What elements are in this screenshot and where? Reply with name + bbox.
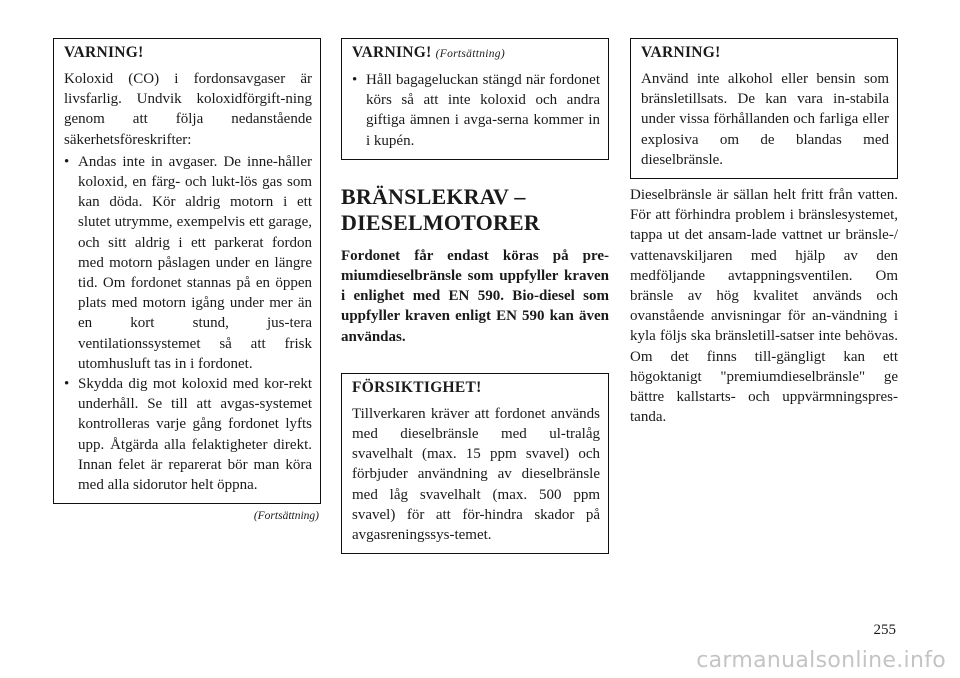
warning-box-co	[53, 38, 321, 504]
warning-title-continued: VARNING! (Fortsättning)	[352, 44, 505, 61]
column-middle	[341, 38, 609, 554]
warning-bullet-list	[352, 70, 600, 151]
section-heading: BRÄNSLEKRAV – DIESELMOTORER	[341, 183, 541, 235]
warning-title: VARNING!	[64, 44, 144, 61]
caution-text: Tillverkaren kräver att fordonet används med dieselbränsle med ul-tralåg svavelhalt (max. 15 ppm svavel) och förbjuder användning av dieselbränsle med låg svavelhalt (max. 500 ppm svavel) för att för-hindra skador på avgasreningssys-temet.	[352, 405, 600, 544]
watermark-logo: carmanualsonline.info	[696, 648, 946, 673]
column-left	[53, 38, 321, 522]
bullet-icon: •	[64, 376, 70, 393]
list-item: • Andas inte in avgaser. De inne-håller koloxid, en färg- och lukt-lös gas som kan döda. Kör aldrig motorn i ett slutet utrymme, exempelvis ett garage, och sitt aldrig i ett parkerat fordon med motorn påslagen under en längre tid. Om fordonet stannas på en öppen plats med motorn igång under mer än en kort stund, jus-tera ventilationssystemet så att frisk utomhusluft tas in i fordonet.	[64, 153, 312, 372]
warning-title: VARNING!	[641, 44, 721, 61]
warning-bullet-list	[64, 152, 312, 495]
list-item: • Håll bagageluckan stängd när fordonet körs så att inte koloxid och andra giftiga ämnen i avga-serna kommer in i kupén.	[352, 72, 600, 149]
body-text: Dieselbränsle är sällan helt fritt från vatten. För att förhindra problem i bränslesystemet, tappa ut det ansam-lade vattnet ur bränsle-/ vattenavskiljaren med hjälp av den medföljande avtappningsventilen. Om bränsle av hög kvalitet används och ovanstående anvisningar för an-vändning i kyla följs ska bränsletill-satser inte behövas. Om det finns till-gängligt kan ett högoktanigt "premiumdieselbränsle" ge bättre kallstarts- och uppvärmningspres-tanda.	[630, 187, 898, 426]
warning-box-continued	[341, 38, 609, 160]
page-number: 255	[873, 622, 896, 638]
bullet-icon: •	[64, 153, 70, 170]
column-right	[630, 38, 898, 427]
caution-box	[341, 373, 609, 554]
caution-title: FÖRSIKTIGHET!	[352, 378, 482, 396]
fuel-requirement-text: Fordonet får endast köras på pre-miumdieselbränsle som uppfyller kraven i enlighet med EN 590. Bio-diesel som uppfyller kraven enligt EN 590 kan även användas.	[341, 247, 609, 345]
bullet-icon: •	[352, 72, 358, 88]
warning-text: Använd inte alkohol eller bensin som bränsletillsats. De kan vara in-stabila under vissa förhållanden och farliga eller explosiva om de blandas med dieselbränsle.	[641, 71, 889, 168]
warning-intro: Koloxid (CO) i fordonsavgaser är livsfarlig. Undvik koloxidförgift-ning genom att följa nedanstående säkerhetsföreskrifter:	[64, 71, 312, 148]
list-item: • Skydda dig mot koloxid med kor-rekt underhåll. Se till att avgas-systemet kontrolleras varje gång fordonet lyfts upp. Åtgärda alla felaktigheter direkt. Innan felet är reparerat bör man köra med alla sidorutor helt öppna.	[64, 376, 312, 494]
warning-box-additives	[630, 38, 898, 179]
continued-label: (Fortsättning)	[253, 510, 319, 523]
